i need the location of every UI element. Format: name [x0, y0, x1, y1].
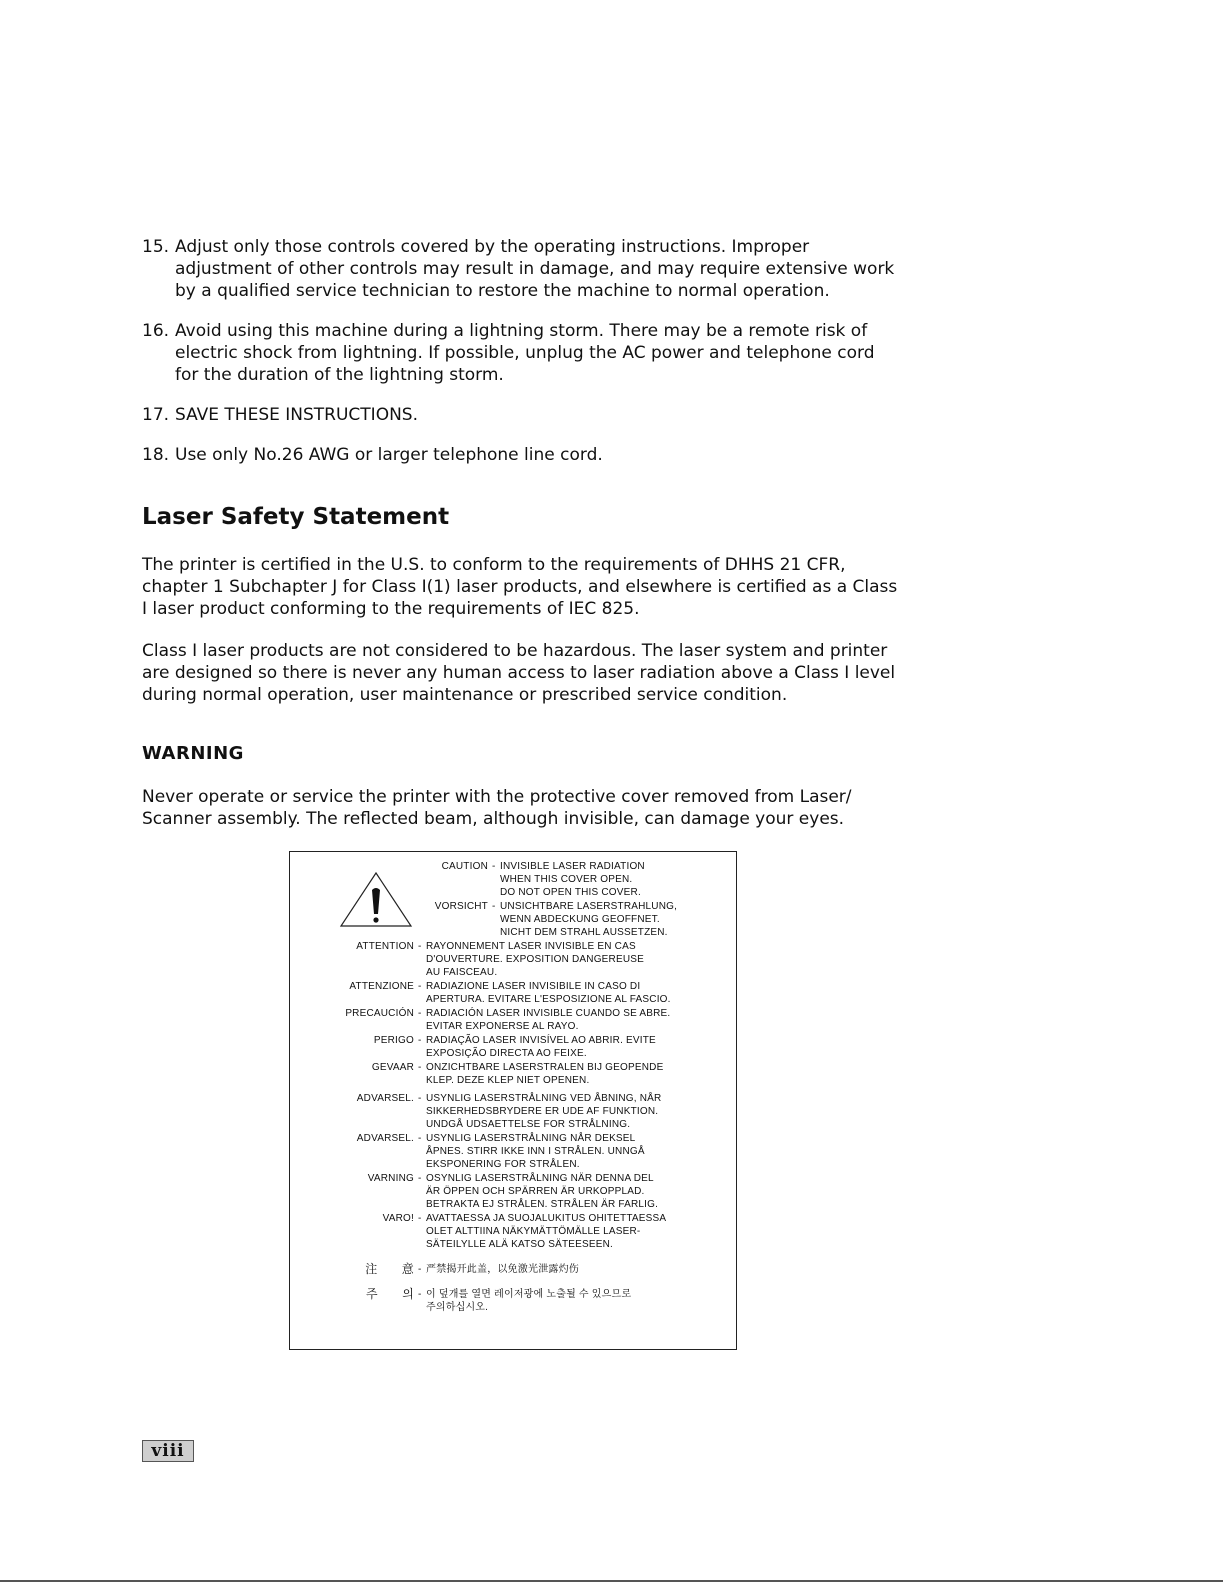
caution-language-label: VARO! [382, 1213, 414, 1224]
safety-instructions-list [142, 236, 902, 484]
instruction-text: Avoid using this machine during a lightning storm. There may be a remote risk of electric shock from lightning. If possible, unplug the AC power and telephone cord for the duration of the lightning storm. [175, 321, 875, 385]
caution-text: AVATTAESSA JA SUOJALUKITUS OHITETTAESSA OLET ALTTIINA NÄKYMÄTTÖMÄLLE LASER- SÄTEILYLLE ALÄ KATSO SÄTEESEEN. [426, 1213, 667, 1250]
caution-dash: - [492, 861, 496, 872]
caution-dash: - [418, 1008, 422, 1019]
instruction-item [142, 404, 902, 426]
laser-safety-heading: Laser Safety Statement [142, 504, 450, 530]
caution-language-label: PERIGO [373, 1035, 414, 1046]
caution-dash: - [418, 1133, 422, 1144]
instruction-number: 15. [142, 237, 170, 257]
laser-caution-label [289, 851, 737, 1350]
caution-dash: - [418, 981, 422, 992]
caution-language-label: CAUTION [441, 861, 488, 872]
caution-language-label: GEVAAR [371, 1062, 414, 1073]
caution-text: 严禁揭开此盖，以免激光泄露灼伤 [426, 1264, 579, 1275]
caution-language-label: 주 의 [366, 1287, 414, 1301]
instruction-text: Adjust only those controls covered by the operating instructions. Improper adjustment of other controls may result in damage, and may require extensive work by a qualified service technician to restore the machine to normal operation. [175, 237, 895, 301]
instruction-text: SAVE THESE INSTRUCTIONS. [175, 405, 418, 425]
caution-text: UNSICHTBARE LASERSTRAHLUNG, WENN ABDECKUNG GEOFFNET. NICHT DEM STRAHL AUSSETZEN. [500, 901, 678, 938]
caution-text: RADIACIÓN LASER INVISIBLE CUANDO SE ABRE. EVITAR EXPONERSE AL RAYO. [426, 1008, 671, 1032]
caution-dash: - [418, 1213, 422, 1224]
caution-text: OSYNLIG LASERSTRÅLNING NÄR DENNA DEL ÄR ÖPPEN OCH SPÄRREN ÄR URKOPPLAD. BETRAKTA EJ STRÅLEN. STRÅLEN ÄR FARLIG. [426, 1173, 659, 1210]
caution-language-label: ADVARSEL. [356, 1133, 414, 1144]
caution-language-label: ATTENZIONE [349, 981, 414, 992]
instruction-item [142, 444, 902, 466]
caution-text: INVISIBLE LASER RADIATION WHEN THIS COVER OPEN. DO NOT OPEN THIS COVER. [500, 861, 645, 898]
caution-text: USYNLIG LASERSTRÅLNING VED ÅBNING, NÅR SIKKERHEDSBRYDERE ER UDE AF FUNKTION. UNDGÅ UDSAETTELSE FOR STRÅLNING. [426, 1093, 662, 1130]
caution-text: ONZICHTBARE LASERSTRALEN BIJ GEOPENDE KLEP. DEZE KLEP NIET OPENEN. [426, 1062, 664, 1086]
caution-text: RADIAÇÃO LASER INVISÍVEL AO ABRIR. EVITE EXPOSIÇÃO DIRECTA AO FEIXE. [426, 1035, 656, 1059]
caution-dash: - [418, 1062, 422, 1073]
caution-language-label: ADVARSEL. [356, 1093, 414, 1104]
caution-language-label: 注 意 [365, 1262, 414, 1276]
caution-language-label: VORSICHT [434, 901, 488, 912]
instruction-item [142, 236, 902, 302]
caution-text: RAYONNEMENT LASER INVISIBLE EN CAS D'OUVERTURE. EXPOSITION DANGEREUSE AU FAISCEAU. [426, 941, 645, 978]
caution-text: USYNLIG LASERSTRÅLNING NÅR DEKSEL ÅPNES. STIRR IKKE INN I STRÅLEN. UNNGÅ EKSPONERING FOR STRÅLEN. [426, 1133, 645, 1170]
caution-dash: - [492, 901, 496, 912]
instruction-number: 18. [142, 445, 170, 465]
caution-text: RADIAZIONE LASER INVISIBILE IN CASO DI APERTURA. EVITARE L'ESPOSIZIONE AL FASCIO. [426, 981, 671, 1005]
instruction-text: Use only No.26 AWG or larger telephone line cord. [175, 445, 603, 465]
instruction-number: 17. [142, 405, 170, 425]
warning-title: WARNING [142, 743, 244, 764]
class-one-paragraph: Class I laser products are not considered to be hazardous. The laser system and printer are designed so there is never any human access to laser radiation above a Class I level during normal operation, user maintenance or prescribed service condition. [142, 641, 896, 705]
warning-text: Never operate or service the printer with the protective cover removed from Laser/ Scanner assembly. The reflected beam, although invisible, can damage your eyes. [142, 787, 852, 829]
caution-dash: - [418, 941, 422, 952]
caution-text: 이 덮개를 열면 레이저광에 노출될 수 있으므로 주의하십시오. [426, 1289, 632, 1313]
caution-dash: - [418, 1289, 422, 1300]
caution-dash: - [418, 1264, 422, 1275]
bottom-rule [0, 1580, 1223, 1582]
caution-language-label: PRECAUCIÓN [345, 1008, 414, 1019]
caution-language-label: ATTENTION [356, 941, 414, 952]
caution-dash: - [418, 1173, 422, 1184]
instruction-item [142, 320, 902, 386]
caution-dash: - [418, 1035, 422, 1046]
caution-language-label: VARNING [367, 1173, 414, 1184]
caution-dash: - [418, 1093, 422, 1104]
certification-paragraph: The printer is certified in the U.S. to conform to the requirements of DHHS 21 CFR, chapter 1 Subchapter J for Class I(1) laser products, and elsewhere is certified as a Class I laser product conforming to the requirements of IEC 825. [142, 555, 898, 619]
page-number: viii [142, 1440, 194, 1462]
instruction-number: 16. [142, 321, 170, 341]
